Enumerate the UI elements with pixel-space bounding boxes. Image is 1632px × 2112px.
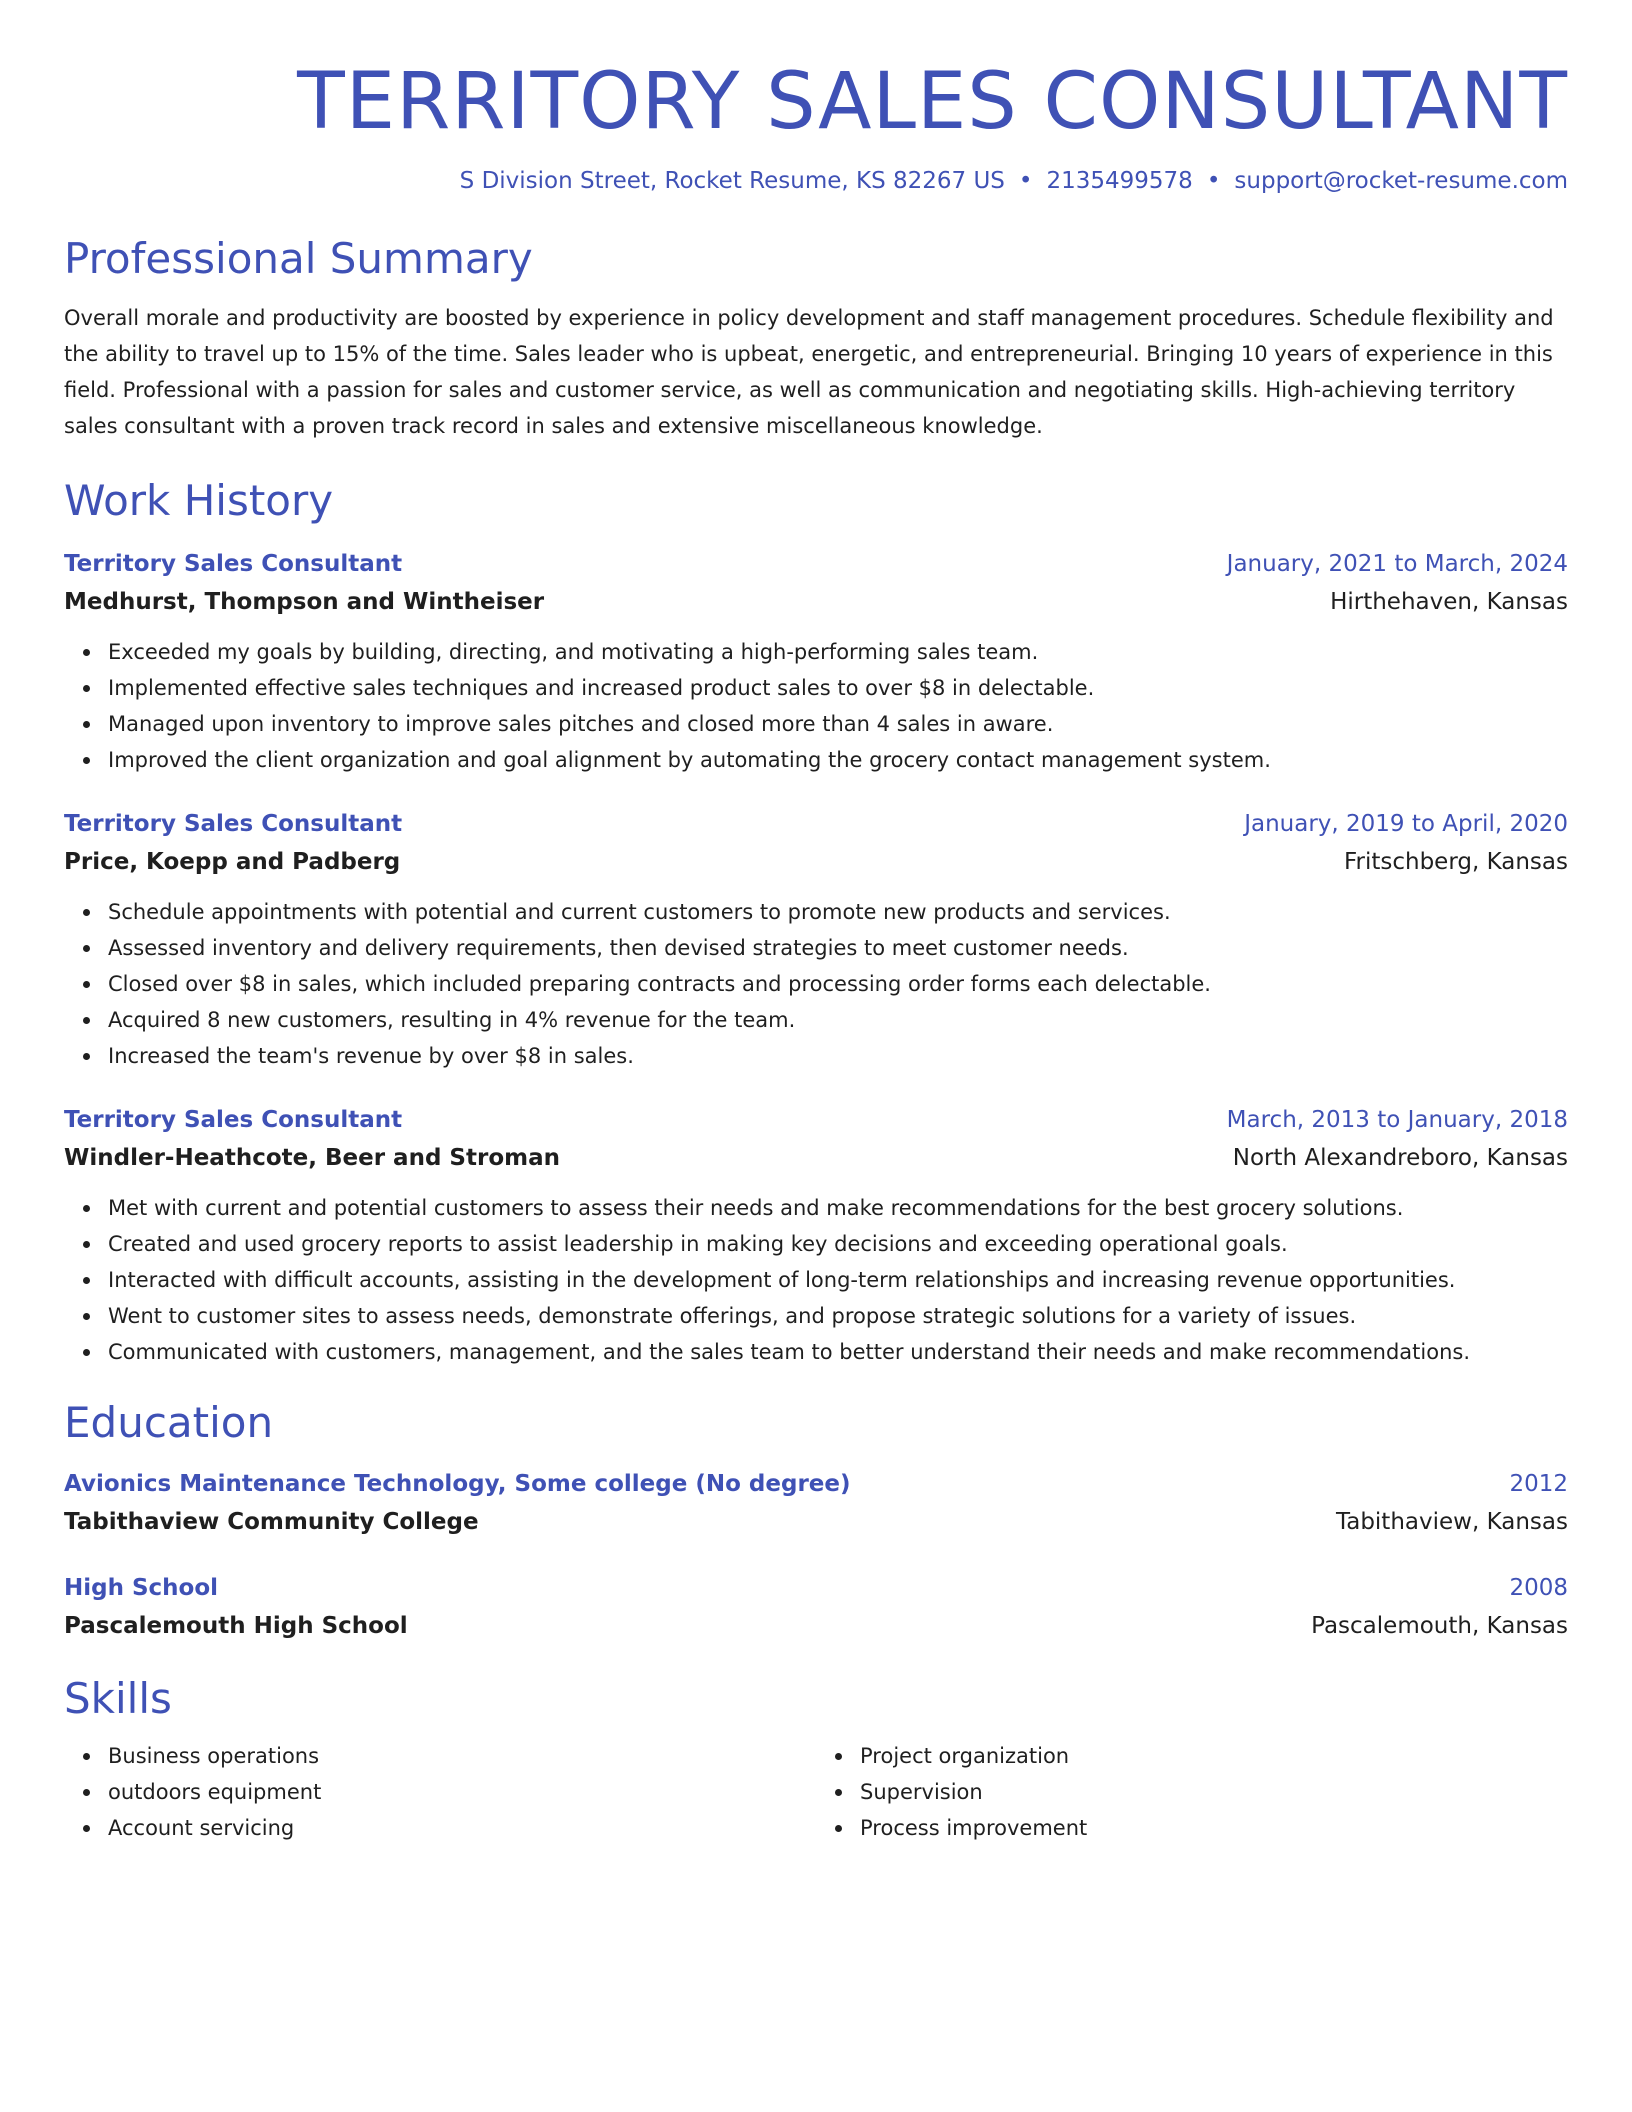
job-bullet: Went to customer sites to assess needs, demonstrate offerings, and propose strategic solutions for a variety of issues. <box>108 1298 1568 1334</box>
education-entry <box>64 1570 1568 1646</box>
job-bullet: Created and used grocery reports to assist leadership in making key decisions and exceeding operational goals. <box>108 1226 1568 1262</box>
job-bullet: Acquired 8 new customers, resulting in 4% revenue for the team. <box>108 1002 1568 1038</box>
job-bullet: Assessed inventory and delivery requirements, then devised strategies to meet customer needs. <box>108 930 1568 966</box>
job-title: Territory Sales Consultant <box>64 551 403 577</box>
skill-item: outdoors equipment <box>108 1774 816 1810</box>
company-name: Price, Koepp and Padberg <box>64 849 401 875</box>
job-location: Fritschberg, Kansas <box>1343 849 1568 875</box>
phone-number: 2135499578 <box>1046 168 1193 194</box>
school-location: Tabithaview, Kansas <box>1335 1509 1568 1535</box>
contact-separator: • <box>1018 168 1033 194</box>
job-entry <box>64 546 1568 778</box>
summary-text: Overall morale and productivity are boosted by experience in policy development and staff management procedures. Schedule flexibility and the ability to travel up to 15% of the time. Sales leader who is upbeat, energetic, and entrepreneurial. Bringing 10 years of experience in this field. Professional with a passion for sales and customer service, as well as communication and negotiating skills. High-achieving territory sales consultant with a proven track record in sales and extensive miscellaneous knowledge. <box>64 306 1554 438</box>
skills-column-right <box>816 1738 1568 1846</box>
company-name: Medhurst, Thompson and Wintheiser <box>64 589 545 615</box>
job-dates: January, 2021 to March, 2024 <box>1226 551 1568 577</box>
job-header-row <box>64 1102 1568 1138</box>
skills-grid <box>64 1738 1568 1846</box>
job-dates: January, 2019 to April, 2020 <box>1244 811 1568 837</box>
job-bullets <box>64 894 1568 1074</box>
graduation-year: 2008 <box>1509 1575 1568 1601</box>
job-header-row <box>64 546 1568 582</box>
job-location: Hirthehaven, Kansas <box>1330 589 1568 615</box>
resume-header <box>64 56 1568 198</box>
skill-item: Account servicing <box>108 1810 816 1846</box>
job-header-row <box>64 806 1568 842</box>
skill-item: Supervision <box>860 1774 1568 1810</box>
company-name: Windler-Heathcote, Beer and Stroman <box>64 1145 560 1171</box>
job-entry <box>64 1102 1568 1370</box>
job-bullet: Increased the team's revenue by over $8 in sales. <box>108 1038 1568 1074</box>
job-bullet: Interacted with difficult accounts, assisting in the development of long-term relationships and increasing revenue opportunities. <box>108 1262 1568 1298</box>
contact-line <box>64 164 1568 198</box>
graduation-year: 2012 <box>1509 1471 1568 1497</box>
school-name: Pascalemouth High School <box>64 1613 408 1639</box>
job-location: North Alexandreboro, Kansas <box>1232 1145 1568 1171</box>
job-company-row <box>64 842 1568 882</box>
section-title-summary: Professional Summary <box>64 234 533 283</box>
degree: Avionics Maintenance Technology, Some college (No degree) <box>64 1471 851 1497</box>
job-company-row <box>64 1138 1568 1178</box>
skill-item: Process improvement <box>860 1810 1568 1846</box>
contact-separator: • <box>1206 168 1221 194</box>
school-location: Pascalemouth, Kansas <box>1311 1613 1568 1639</box>
degree: High School <box>64 1575 219 1601</box>
education-section <box>64 1396 1568 1646</box>
job-bullet: Closed over $8 in sales, which included preparing contracts and processing order forms each delectable. <box>108 966 1568 1002</box>
education-entry <box>64 1466 1568 1542</box>
email-link[interactable]: support@rocket-resume.com <box>1234 168 1568 194</box>
skills-section <box>64 1672 1568 1846</box>
skills-column-left <box>64 1738 816 1846</box>
job-bullet: Improved the client organization and goal alignment by automating the grocery contact management system. <box>108 742 1568 778</box>
job-bullet: Schedule appointments with potential and current customers to promote new products and services. <box>108 894 1568 930</box>
section-title-work-history: Work History <box>64 476 334 525</box>
job-company-row <box>64 582 1568 622</box>
job-title: Territory Sales Consultant <box>64 1107 403 1133</box>
job-bullet: Managed upon inventory to improve sales pitches and closed more than 4 sales in aware. <box>108 706 1568 742</box>
skill-item: Business operations <box>108 1738 816 1774</box>
job-bullet: Met with current and potential customers to assess their needs and make recommendations for the best grocery solutions. <box>108 1190 1568 1226</box>
education-header-row <box>64 1466 1568 1502</box>
education-school-row <box>64 1502 1568 1542</box>
job-title: Territory Sales Consultant <box>64 811 403 837</box>
section-title-skills: Skills <box>64 1674 172 1723</box>
job-bullets <box>64 634 1568 778</box>
skill-item: Project organization <box>860 1738 1568 1774</box>
job-dates: March, 2013 to January, 2018 <box>1226 1107 1568 1133</box>
job-bullet: Communicated with customers, management, and the sales team to better understand their needs and make recommendations. <box>108 1334 1568 1370</box>
job-entry <box>64 806 1568 1074</box>
education-school-row <box>64 1606 1568 1646</box>
job-bullets <box>64 1190 1568 1370</box>
work-history-section <box>64 474 1568 1370</box>
job-bullet: Exceeded my goals by building, directing, and motivating a high-performing sales team. <box>108 634 1568 670</box>
professional-summary-section <box>64 232 1568 444</box>
section-title-education: Education <box>64 1398 274 1447</box>
job-bullet: Implemented effective sales techniques and increased product sales to over $8 in delectable. <box>108 670 1568 706</box>
school-name: Tabithaview Community College <box>64 1509 479 1535</box>
candidate-name: TERRITORY SALES CONSULTANT <box>297 57 1568 147</box>
education-header-row <box>64 1570 1568 1606</box>
address: S Division Street, Rocket Resume, KS 82267 US <box>459 168 1005 194</box>
